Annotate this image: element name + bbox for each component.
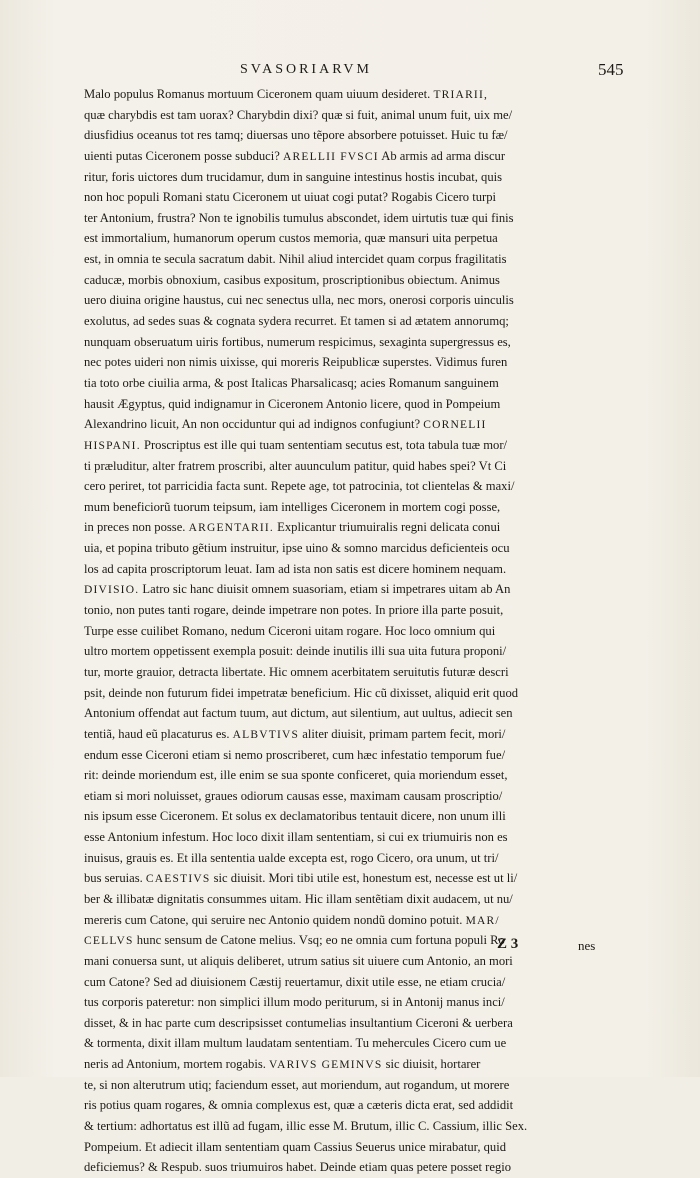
text-line bbox=[84, 683, 604, 704]
text-run: tus corporis pateretur: non simplici illum modo periturum, si in Antonij manus inci/ bbox=[84, 995, 505, 1010]
text-line bbox=[84, 352, 604, 373]
signature-mark: Z 3 bbox=[497, 936, 519, 952]
text-line bbox=[84, 414, 604, 435]
text-line bbox=[84, 270, 604, 291]
speaker-name: HISPANI. bbox=[84, 439, 141, 452]
text-run: bus seruias. bbox=[84, 871, 146, 886]
text-line bbox=[84, 456, 604, 477]
text-run: Explicantur triumuiralis regni delicata conui bbox=[274, 520, 501, 535]
text-line bbox=[84, 1075, 604, 1096]
text-run: ultro mortem oppetissent exempla posuit: deinde inutilis illi sua uita futura proponi/ bbox=[84, 644, 507, 659]
text-run: psit, deinde non futurum fidei impetratæ beneficium. Hic cũ dixisset, aliquid erit quod bbox=[84, 685, 519, 700]
body-text bbox=[84, 84, 604, 1178]
speaker-name: CORNELII bbox=[423, 419, 487, 432]
speaker-name: TRIARII, bbox=[433, 89, 489, 101]
text-line bbox=[84, 786, 604, 807]
text-run: non hoc populi Romani statu Ciceronem ut uiuat cogi putat? Rogabis Cicero turpi bbox=[84, 190, 497, 205]
text-run: est immortalium, humanorum operum custos memoria, quæ mansuri uita perpetua bbox=[84, 231, 498, 246]
text-line bbox=[84, 332, 604, 353]
text-line bbox=[84, 105, 604, 126]
speaker-name: ALBVTIVS bbox=[232, 728, 300, 741]
text-run: cum Catone? Sed ad diuisionem Cæstij reuertamur, dixit utile esse, ne etiam crucia/ bbox=[84, 974, 506, 989]
text-run: uienti putas Ciceronem posse subduci? bbox=[84, 148, 284, 163]
text-line bbox=[84, 187, 604, 208]
page-number: 545 bbox=[598, 60, 624, 79]
text-run: Ab armis ad arma discur bbox=[378, 148, 506, 163]
text-line bbox=[84, 373, 604, 394]
text-line bbox=[84, 125, 604, 146]
text-line bbox=[84, 394, 604, 415]
text-run: deficiemus? & Respub. suos triumuiros habet. Deinde etiam quas petere posset regio bbox=[84, 1160, 512, 1175]
text-run: tia toto orbe ciuilia arma, & post Italicas Pharsalicasq; acies Romanum sanguinem bbox=[84, 375, 499, 390]
text-run: cero periret, tot parricidia facta sunt. Repete age, tot patrocinia, tot clientelas & maxi/ bbox=[84, 479, 515, 494]
text-run: mum beneficiorũ tuorum teipsum, iam intelliges Ciceronem in mortem cogi posse, bbox=[84, 499, 501, 514]
text-line bbox=[84, 1013, 604, 1034]
text-run: & tormenta, dixit illam multum laudatam sententiam. Tu mehercules Cicero cum ue bbox=[84, 1036, 507, 1051]
text-run: est, in omnia te secula sacratum dabit. Nihil aliud intercidet quam corpus fragilitatis bbox=[84, 252, 507, 267]
text-run: aliter diuisit, primam partem fecit, mori/ bbox=[299, 726, 506, 741]
text-run: neris ad Antonium, mortem rogabis. bbox=[84, 1057, 270, 1072]
text-line bbox=[84, 84, 604, 105]
text-run: ris potius quam rogares, & omnia complexus est, quæ a cæteris dicta erat, sed addidit bbox=[84, 1098, 514, 1113]
text-line bbox=[84, 559, 604, 580]
text-run: tur, morte grauior, detracta libertate. Hic omnem acerbitatem seruitutis futuræ descri bbox=[84, 664, 509, 679]
text-line bbox=[84, 435, 604, 456]
text-line bbox=[84, 1157, 604, 1178]
text-run: esse Antonium infestum. Hoc loco dixit illam sententiam, si cui ex triumuiris non es bbox=[84, 830, 508, 845]
text-line bbox=[84, 972, 604, 993]
text-line bbox=[84, 600, 604, 621]
text-run: sic diuisit, hortarer bbox=[382, 1057, 481, 1072]
text-run: hunc sensum de Catone melius. Vsq; eo ne omnia cum fortuna populi Ro bbox=[133, 933, 505, 948]
text-line bbox=[84, 889, 604, 910]
text-run: uia, et popina tributo gẽtium instruitur, ipse uino & somno marcidus deficienteis ocu bbox=[84, 541, 510, 556]
text-run: Malo populus Romanus mortuum Ciceronem quam uiuum desideret. bbox=[84, 87, 434, 101]
speaker-name: MAR/ bbox=[465, 914, 500, 927]
text-run: Alexandrino licuit, An non occiduntur qui ad indignos confugiunt? bbox=[84, 417, 424, 432]
text-line bbox=[84, 868, 604, 889]
text-run: uero diuina origine haustus, cui nec senectus ulla, nec mors, onerosi corporis uinculis bbox=[84, 293, 514, 308]
text-run: exolutus, ad sedes suas & cognata sydera recurret. Et tamen si ad ætatem annorumq; bbox=[84, 314, 509, 329]
text-run: ber & illibatæ dignitatis consummes uitam. Hic illam sentẽtiam dixit audacem, ut nu/ bbox=[84, 891, 513, 906]
text-run: nec potes uideri non nimis uixisse, qui moreris Reipublicæ superstes. Vidimus furen bbox=[84, 355, 508, 370]
text-run: disset, & in hac parte cum descripsisset contumelias insultantium Ciceroni & uerbera bbox=[84, 1015, 513, 1030]
text-run: rit: deinde moriendum est, ille enim se sua sponte conficeret, quia moriendum esset, bbox=[84, 768, 508, 783]
text-run: diusfidius oceanus tot res tamq; diuersas uno tẽpore absorbere potuisset. Huic tu fæ/ bbox=[84, 128, 508, 143]
text-line bbox=[84, 208, 604, 229]
text-run: tonio, non putes tanti rogare, deinde impetrare non potes. In priore illa parte posuit, bbox=[84, 603, 504, 618]
text-line bbox=[84, 290, 604, 311]
speaker-name: ARELLII FVSCI bbox=[283, 150, 379, 163]
page-header bbox=[0, 60, 700, 84]
text-run: Antonium offendat aut factum tuum, aut dictum, aut silentium, aut uultus, adiecit sen bbox=[84, 706, 513, 721]
text-run: Latro sic hanc diuisit omnem suasoriam, etiam si impetrares uitam ab An bbox=[139, 582, 511, 597]
text-line bbox=[84, 765, 604, 786]
speaker-name: CAESTIVS bbox=[145, 873, 211, 886]
text-line bbox=[84, 848, 604, 869]
text-run: te, si non alterutrum utiq; faciendum esset, aut moriendum, aut rogandum, ut morere bbox=[84, 1077, 510, 1092]
text-line bbox=[84, 476, 604, 497]
text-run: tentiã, haud eũ placaturus es. bbox=[84, 726, 233, 741]
text-line bbox=[84, 703, 604, 724]
text-line bbox=[84, 1137, 604, 1158]
text-line bbox=[84, 538, 604, 559]
text-run: Turpe esse cuilibet Romano, nedum Ciceroni uitam rogare. Hoc loco omnium qui bbox=[84, 623, 496, 638]
text-line bbox=[84, 662, 604, 683]
text-run: Pompeium. Et adiecit illam sententiam quam Cassius Seuerus unice mirabatur, quid bbox=[84, 1139, 507, 1154]
text-line bbox=[84, 311, 604, 332]
text-run: ter Antonium, frustra? Non te ignobilis tumulus abscondet, idem uirtutis tuæ qui finis bbox=[84, 210, 514, 225]
speaker-name: CELLVS bbox=[84, 935, 134, 948]
text-line bbox=[84, 249, 604, 270]
text-run: inuisus, grauis es. Et illa sententia ualde excepta est, rogo Cicero, ora unum, ut tri/ bbox=[84, 850, 499, 865]
text-line bbox=[84, 724, 604, 745]
text-line bbox=[84, 167, 604, 188]
text-run: nunquam obseruatum uiris fortibus, numerum respicimus, sexaginta supergressus es, bbox=[84, 334, 511, 349]
text-line bbox=[84, 910, 604, 931]
text-line bbox=[84, 517, 604, 538]
text-run: in preces non posse. bbox=[84, 520, 189, 535]
text-run: nis ipsum esse Ciceronem. Et solus ex declamatoribus tentauit dicere, non unum illi bbox=[84, 809, 506, 824]
text-line bbox=[84, 745, 604, 766]
text-run: & tertium: adhortatus est illũ ad fugam, illic esse M. Brutum, illic C. Cassium, illic Sex. bbox=[84, 1119, 528, 1134]
catchword: nes bbox=[578, 938, 596, 953]
text-run: quæ charybdis est tam uorax? Charybdin dixi? quæ si fuit, animal unum fuit, uix me/ bbox=[84, 107, 513, 122]
text-line bbox=[84, 1116, 604, 1137]
speaker-name: DIVISIO. bbox=[84, 584, 140, 597]
text-line bbox=[84, 1033, 604, 1054]
text-run: Proscriptus est ille qui tuam sententiam secutus est, tota tabula tuæ mor/ bbox=[140, 437, 508, 452]
text-run: mereris cum Catone, qui seruire nec Antonio quidem nondũ domino potuit. bbox=[84, 912, 466, 927]
text-line bbox=[84, 579, 604, 600]
text-line bbox=[84, 1095, 604, 1116]
text-run: los ad capita proscriptorum leuat. Iam ad ista non satis est dicere hominem nequam. bbox=[84, 561, 507, 576]
text-run: caducæ, morbis obnoxium, casibus expositum, proscriptionibus obiectum. Animus bbox=[84, 272, 500, 287]
text-run: ti præluditur, alter fratrem proscribi, alter auunculum patitur, quid habes spei? Vt Ci bbox=[84, 458, 507, 473]
running-head: SVASORIARVM bbox=[240, 62, 372, 77]
text-line bbox=[84, 827, 604, 848]
text-line bbox=[84, 497, 604, 518]
text-line bbox=[84, 806, 604, 827]
text-run: endum esse Ciceroni etiam si nemo proscriberet, cum hæc infestatio temporum fue/ bbox=[84, 747, 506, 762]
text-line bbox=[84, 641, 604, 662]
text-line bbox=[84, 146, 604, 167]
text-run: etiam si mori noluisset, graues odiorum causas esse, maximam causam proscriptio/ bbox=[84, 788, 503, 803]
text-run: hausit Ægyptus, quid indignamur in Ciceronem Antonio licere, quod in Pompeium bbox=[84, 396, 501, 411]
page-footer bbox=[0, 936, 700, 960]
text-line bbox=[84, 1054, 604, 1075]
text-line bbox=[84, 621, 604, 642]
text-run: sic diuisit. Mori tibi utile est, honestum est, necesse est ut li/ bbox=[210, 871, 518, 886]
speaker-name: VARIVS GEMINVS bbox=[269, 1059, 383, 1072]
speaker-name: ARGENTARII. bbox=[188, 522, 275, 535]
text-run: ritur, foris uictores dum trucidamur, dum in sanguine intestinus hostis incubat, quis bbox=[84, 169, 503, 184]
text-line bbox=[84, 992, 604, 1013]
text-run: mani conuersa sunt, ut aliquis deliberet, utrum satius sit uiuere cum Antonio, an mori bbox=[84, 953, 513, 968]
text-line bbox=[84, 228, 604, 249]
